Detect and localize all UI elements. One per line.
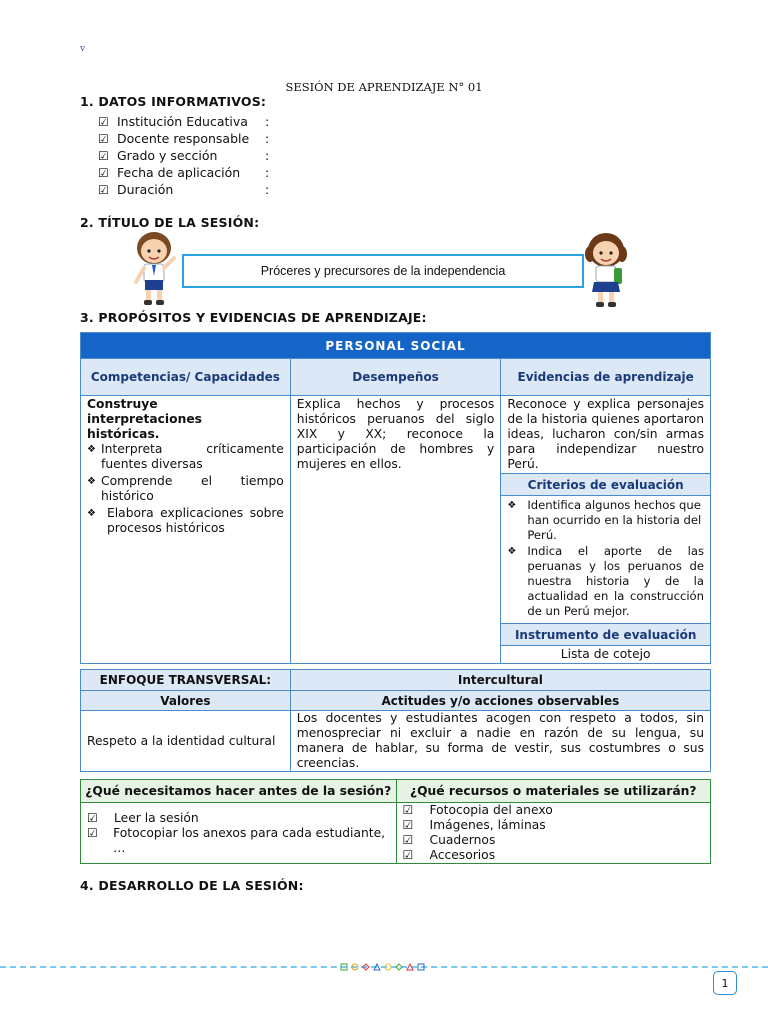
diamond-bullet-icon: ❖ bbox=[507, 545, 517, 557]
enfoque-label: ENFOQUE TRANSVERSAL: bbox=[81, 670, 291, 691]
info-separator: : bbox=[265, 131, 270, 146]
valor-cell: Respeto a la identidad cultural bbox=[81, 711, 291, 772]
checkbox-icon: ☑ bbox=[98, 182, 109, 197]
page-number: 1 bbox=[713, 971, 737, 995]
competencias-cell bbox=[81, 396, 291, 664]
checkbox-icon: ☑ bbox=[402, 818, 414, 832]
instrumento-value: Lista de cotejo bbox=[501, 646, 711, 664]
diamond-bullet-icon: ❖ bbox=[87, 476, 96, 487]
checkbox-icon: ☑ bbox=[402, 833, 414, 847]
info-row bbox=[98, 181, 269, 198]
capacidad-item: ❖ Elabora explicaciones sobre procesos históricos bbox=[87, 506, 284, 535]
checkbox-icon: ☑ bbox=[98, 114, 109, 129]
capacidad-item: ❖ Interpreta críticamente fuentes diversas bbox=[87, 442, 284, 471]
competencia-title: Construye interpretaciones históricas. bbox=[87, 397, 203, 441]
capacidad-item: ❖ Comprende el tiempo histórico bbox=[87, 474, 284, 503]
checkbox-icon: ☑ bbox=[402, 803, 414, 817]
before-session-list bbox=[81, 803, 397, 864]
info-row bbox=[98, 147, 269, 164]
evidencia-cell: Reconoce y explica personajes de la historia quienes aportaron ideas, lucharon con/sin armas para independizar nuestro Perú. bbox=[501, 396, 711, 474]
prep-item: ☑ Fotocopiar los anexos para cada estudiante, … bbox=[87, 825, 386, 855]
section-1-heading: 1. DATOS INFORMATIVOS: bbox=[80, 94, 267, 109]
checkbox-icon: ☑ bbox=[87, 810, 98, 825]
info-row bbox=[98, 113, 269, 130]
actitud-cell: Los docentes y estudiantes acogen con respeto a todos, sin menospreciar ni excluir a nadie en razón de su lengua, su manera de hablar, su forma de vestir, sus costumbres o sus creencias. bbox=[290, 711, 710, 772]
purposes-table bbox=[80, 332, 711, 664]
before-session-header: ¿Qué necesitamos hacer antes de la sesión? bbox=[81, 780, 397, 803]
criterio-item: ❖ Identifica algunos hechos que han ocurrido en la historia del Perú. bbox=[507, 498, 702, 543]
info-label: Docente responsable bbox=[117, 131, 250, 146]
diamond-bullet-icon: ❖ bbox=[507, 500, 517, 511]
document-title: SESIÓN DE APRENDIZAJE N° 01 bbox=[285, 80, 483, 94]
evidencias-header: Evidencias de aprendizaje bbox=[501, 359, 711, 396]
enfoque-value: Intercultural bbox=[290, 670, 710, 691]
info-label: Institución Educativa bbox=[117, 114, 248, 129]
checkbox-icon: ☑ bbox=[98, 131, 109, 146]
resource-item: ☑ Imágenes, láminas bbox=[402, 818, 546, 832]
info-list bbox=[98, 113, 269, 198]
criterios-header: Criterios de evaluación bbox=[501, 474, 711, 496]
instrumento-header: Instrumento de evaluación bbox=[501, 624, 711, 646]
header-mark: v bbox=[80, 44, 86, 54]
info-label: Fecha de aplicación bbox=[117, 165, 241, 180]
criterios-cell bbox=[501, 496, 711, 624]
desempenos-header: Desempeños bbox=[290, 359, 501, 396]
info-row bbox=[98, 130, 269, 147]
enfoque-table bbox=[80, 669, 711, 772]
resource-item: ☑ Fotocopia del anexo bbox=[402, 803, 553, 817]
boy-student-illustration bbox=[130, 226, 182, 308]
area-header: PERSONAL SOCIAL bbox=[81, 333, 711, 359]
diamond-bullet-icon: ❖ bbox=[87, 444, 96, 455]
resources-header: ¿Qué recursos o materiales se utilizarán? bbox=[396, 780, 711, 803]
info-separator: : bbox=[265, 148, 270, 163]
resource-item: ☑ Accesorios bbox=[402, 848, 496, 862]
checkbox-icon: ☑ bbox=[98, 165, 109, 180]
section-2-heading: 2. TÍTULO DE LA SESIÓN: bbox=[80, 215, 260, 230]
info-separator: : bbox=[265, 182, 270, 197]
checkbox-icon: ☑ bbox=[402, 848, 414, 862]
section-3-heading: 3. PROPÓSITOS Y EVIDENCIAS DE APRENDIZAJE: bbox=[80, 310, 427, 325]
info-separator: : bbox=[265, 114, 270, 129]
checkbox-icon: ☑ bbox=[87, 825, 98, 840]
desempeno-cell: Explica hechos y procesos históricos peruanos del siglo XIX y XX; reconoce la participación de hombres y mujeres en ellos. bbox=[290, 396, 501, 664]
diamond-bullet-icon: ❖ bbox=[87, 508, 96, 519]
info-label: Duración bbox=[117, 182, 174, 197]
session-title-box: Próceres y precursores de la independencia bbox=[182, 254, 584, 288]
resources-list bbox=[396, 803, 711, 864]
decorative-shapes-icon bbox=[340, 962, 436, 972]
section-4-heading: 4. DESARROLLO DE LA SESIÓN: bbox=[80, 878, 304, 893]
info-label: Grado y sección bbox=[117, 148, 218, 163]
prep-item: ☑ Leer la sesión bbox=[87, 810, 199, 825]
girl-student-illustration bbox=[582, 228, 632, 310]
info-separator: : bbox=[265, 165, 270, 180]
resource-item: ☑ Cuadernos bbox=[402, 833, 496, 847]
info-row bbox=[98, 164, 269, 181]
valores-header: Valores bbox=[81, 691, 291, 711]
criterio-item: ❖ Indica el aporte de las peruanas y los peruanos de nuestra historia y de la actualidad en la construcción de un Perú mejor. bbox=[507, 543, 704, 619]
preparation-table bbox=[80, 779, 711, 864]
actitudes-header: Actitudes y/o acciones observables bbox=[290, 691, 710, 711]
competencias-header: Competencias/ Capacidades bbox=[81, 359, 291, 396]
checkbox-icon: ☑ bbox=[98, 148, 109, 163]
